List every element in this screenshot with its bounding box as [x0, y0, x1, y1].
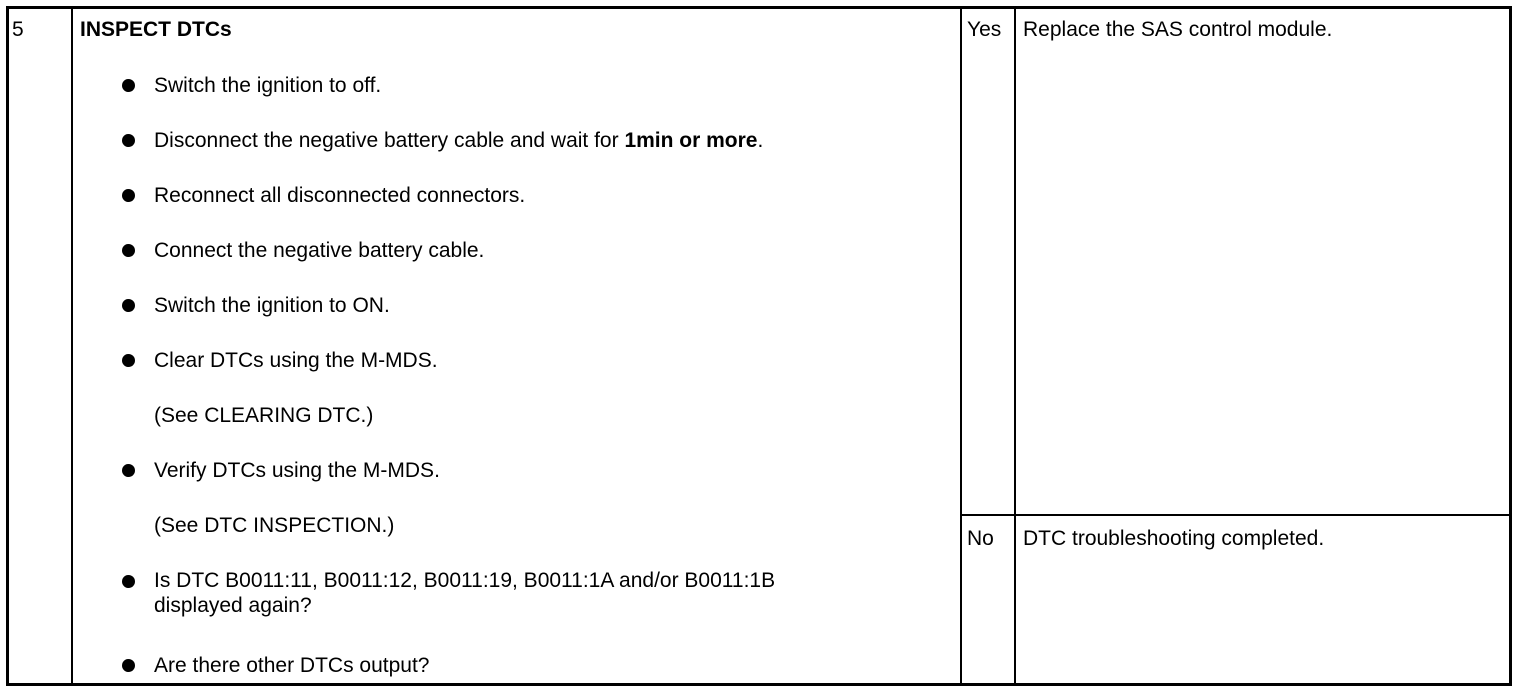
bullet-icon	[122, 189, 135, 202]
no-label: No	[967, 527, 994, 550]
list-item-text: Are there other DTCs output?	[154, 654, 430, 677]
bullet-icon	[122, 244, 135, 257]
bullet-icon	[122, 354, 135, 367]
row-divider-yes-no	[960, 514, 1509, 516]
list-item-text: Switch the ignition to ON.	[154, 294, 390, 317]
inspection-table	[6, 6, 1512, 686]
bullet-icon	[122, 79, 135, 92]
column-divider-answer	[1014, 9, 1016, 683]
list-item-text-start: Disconnect the negative battery cable and wait for	[154, 129, 625, 152]
list-item-text: Verify DTCs using the M-MDS.	[154, 459, 440, 482]
bullet-icon	[122, 134, 135, 147]
yes-label: Yes	[967, 18, 1002, 41]
bullet-icon	[122, 659, 135, 672]
bullet-icon	[122, 299, 135, 312]
no-action: DTC troubleshooting completed.	[1023, 527, 1325, 550]
step-number: 5	[12, 18, 24, 41]
yes-action: Replace the SAS control module.	[1023, 18, 1333, 41]
list-item-text: Reconnect all disconnected connectors.	[154, 184, 526, 207]
bullet-icon	[122, 464, 135, 477]
reference-note: (See DTC INSPECTION.)	[154, 514, 395, 537]
list-item-text-end: .	[757, 129, 764, 152]
step-title: INSPECT DTCs	[80, 18, 232, 41]
list-item-text: Connect the negative battery cable.	[154, 239, 485, 262]
list-item-text-line2: displayed again?	[154, 594, 312, 617]
list-item-text: Switch the ignition to off.	[154, 74, 382, 97]
list-item-text-line1: Is DTC B0011:11, B0011:12, B0011:19, B0011:1A and/or B0011:1B	[154, 569, 776, 592]
bullet-icon	[122, 575, 135, 588]
column-divider-step	[71, 9, 73, 683]
reference-note: (See CLEARING DTC.)	[154, 404, 374, 427]
list-item-text	[154, 129, 763, 153]
column-divider-procedure	[960, 9, 962, 683]
wait-duration: 1min or more	[624, 129, 758, 152]
list-item-text: Clear DTCs using the M-MDS.	[154, 349, 438, 372]
